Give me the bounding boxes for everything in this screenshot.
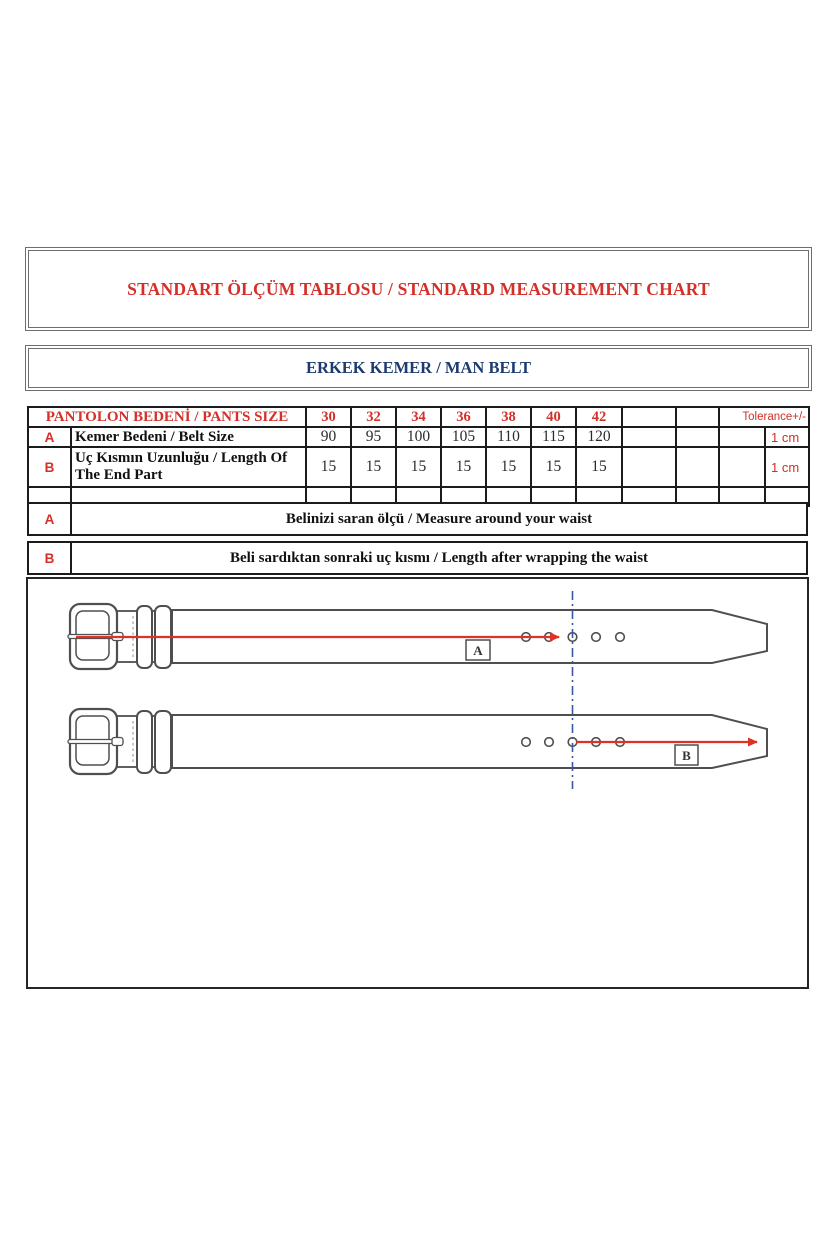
belt-size-value: 100 [396, 427, 441, 447]
legend-key: B [29, 543, 72, 573]
legend-row-b [27, 541, 808, 575]
belt-diagram-box [26, 577, 809, 989]
size-col-header: 38 [486, 407, 531, 427]
size-col-header: 42 [576, 407, 622, 427]
product-subtitle: ERKEK KEMER / MAN BELT [306, 358, 531, 377]
table-row-end-part [28, 447, 809, 487]
end-part-value: 15 [441, 447, 486, 487]
tolerance-header: Tolerance+/- [719, 407, 809, 427]
size-col-header: 36 [441, 407, 486, 427]
empty-cell [676, 447, 719, 487]
row-label: Uç Kısmın Uzunluğu / Length Of The End Part [71, 447, 306, 487]
page-title: STANDART ÖLÇÜM TABLOSU / STANDARD MEASUREMENT CHART [127, 278, 710, 299]
label-a: A [473, 643, 483, 658]
size-col-header: 32 [351, 407, 396, 427]
size-col-header: 40 [531, 407, 576, 427]
size-col-header: 30 [306, 407, 351, 427]
legend-text: Belinizi saran ölçü / Measure around your waist [285, 510, 593, 527]
legend-key: A [29, 504, 72, 534]
belt-size-value: 120 [576, 427, 622, 447]
empty-header-cell [676, 407, 719, 427]
belt-diagram [28, 579, 803, 983]
pants-size-header: PANTOLON BEDENİ / PANTS SIZE [28, 407, 306, 427]
size-table [27, 406, 810, 507]
end-part-value: 15 [531, 447, 576, 487]
row-key: B [28, 447, 71, 487]
empty-cell [622, 447, 676, 487]
size-col-header: 34 [396, 407, 441, 427]
title-box [25, 247, 812, 331]
empty-cell [622, 427, 676, 447]
belt-size-value: 95 [351, 427, 396, 447]
end-part-value: 15 [576, 447, 622, 487]
legend-row-a [27, 502, 808, 536]
empty-cell [676, 427, 719, 447]
end-part-value: 15 [486, 447, 531, 487]
row-label: Kemer Bedeni / Belt Size [71, 427, 306, 447]
end-part-value: 15 [306, 447, 351, 487]
belt-size-value: 105 [441, 427, 486, 447]
tolerance-value: 1 cm [765, 427, 809, 447]
belt-size-value: 115 [531, 427, 576, 447]
subtitle-box [25, 345, 812, 391]
label-b: B [682, 748, 691, 763]
table-header-row [28, 407, 809, 427]
empty-cell [719, 427, 765, 447]
empty-header-cell [622, 407, 676, 427]
tolerance-value: 1 cm [765, 447, 809, 487]
end-part-value: 15 [396, 447, 441, 487]
empty-cell [719, 447, 765, 487]
belt-size-value: 90 [306, 427, 351, 447]
belt-size-value: 110 [486, 427, 531, 447]
legend-text: Beli sardıktan sonraki uç kısmı / Length after wrapping the waist [229, 549, 649, 566]
row-key: A [28, 427, 71, 447]
table-row-belt-size [28, 427, 809, 447]
end-part-value: 15 [351, 447, 396, 487]
